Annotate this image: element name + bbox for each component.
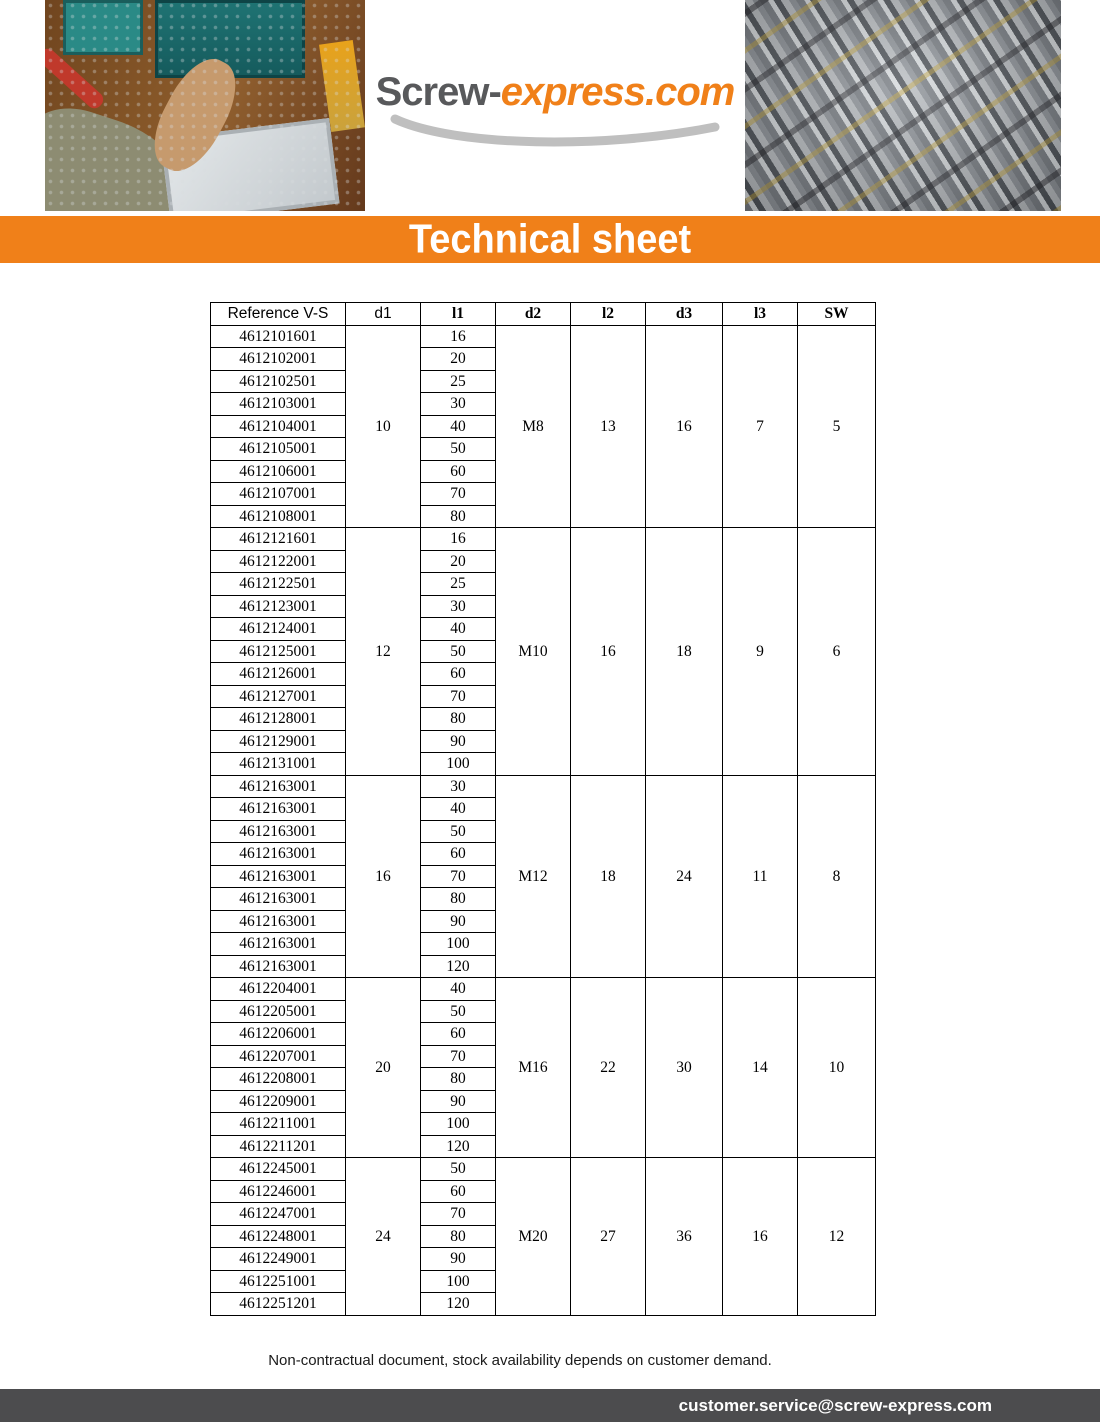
l1-cell: 50 (421, 1158, 496, 1181)
customer-service-email: customer.service@screw-express.com (678, 1396, 992, 1415)
header-d2: d2 (496, 303, 571, 326)
l1-cell: 80 (421, 1068, 496, 1091)
l1-cell: 40 (421, 798, 496, 821)
l2-cell: 18 (571, 775, 646, 978)
reference-cell: 4612126001 (211, 663, 346, 686)
l1-cell: 50 (421, 820, 496, 843)
l1-cell: 20 (421, 348, 496, 371)
l3-cell: 9 (723, 528, 798, 776)
reference-cell: 4612251201 (211, 1293, 346, 1316)
reference-cell: 4612248001 (211, 1225, 346, 1248)
l1-cell: 50 (421, 1000, 496, 1023)
table-row (211, 528, 876, 551)
l1-cell: 100 (421, 1113, 496, 1136)
l3-cell: 16 (723, 1158, 798, 1316)
l1-cell: 60 (421, 1180, 496, 1203)
d2-cell: M12 (496, 775, 571, 978)
reference-cell: 4612122001 (211, 550, 346, 573)
l1-cell: 120 (421, 1293, 496, 1316)
reference-cell: 4612245001 (211, 1158, 346, 1181)
d1-cell: 12 (346, 528, 421, 776)
l1-cell: 90 (421, 730, 496, 753)
reference-cell: 4612121601 (211, 528, 346, 551)
l1-cell: 16 (421, 325, 496, 348)
reference-cell: 4612211201 (211, 1135, 346, 1158)
l1-cell: 100 (421, 1270, 496, 1293)
l1-cell: 16 (421, 528, 496, 551)
d1-cell: 24 (346, 1158, 421, 1316)
reference-cell: 4612125001 (211, 640, 346, 663)
l1-cell: 30 (421, 775, 496, 798)
l1-cell: 60 (421, 460, 496, 483)
l2-cell: 22 (571, 978, 646, 1158)
reference-cell: 4612211001 (211, 1113, 346, 1136)
sw-cell: 8 (798, 775, 876, 978)
reference-cell: 4612163001 (211, 910, 346, 933)
header-d1: d1 (346, 303, 421, 326)
l1-cell: 90 (421, 1090, 496, 1113)
d2-cell: M10 (496, 528, 571, 776)
sw-cell: 5 (798, 325, 876, 528)
d1-cell: 10 (346, 325, 421, 528)
l1-cell: 70 (421, 865, 496, 888)
logo (365, 0, 745, 211)
d3-cell: 18 (646, 528, 723, 776)
reference-cell: 4612249001 (211, 1248, 346, 1271)
title-banner (0, 216, 1100, 263)
header-reference: Reference V-S (211, 303, 346, 326)
l1-cell: 70 (421, 1045, 496, 1068)
reference-cell: 4612204001 (211, 978, 346, 1001)
l2-cell: 13 (571, 325, 646, 528)
l1-cell: 70 (421, 685, 496, 708)
l1-cell: 50 (421, 640, 496, 663)
footer-bar (0, 1389, 1100, 1422)
l1-cell: 40 (421, 415, 496, 438)
reference-cell: 4612129001 (211, 730, 346, 753)
l1-cell: 30 (421, 595, 496, 618)
l1-cell: 80 (421, 1225, 496, 1248)
l1-cell: 40 (421, 978, 496, 1001)
reference-cell: 4612247001 (211, 1203, 346, 1226)
l2-cell: 27 (571, 1158, 646, 1316)
photo-decoration (45, 45, 106, 111)
reference-cell: 4612207001 (211, 1045, 346, 1068)
l1-cell: 60 (421, 663, 496, 686)
d3-cell: 24 (646, 775, 723, 978)
logo-text-orange: express.com (500, 70, 735, 114)
l1-cell: 50 (421, 438, 496, 461)
reference-cell: 4612107001 (211, 483, 346, 506)
reference-cell: 4612103001 (211, 393, 346, 416)
l1-cell: 30 (421, 393, 496, 416)
l1-cell: 90 (421, 910, 496, 933)
l1-cell: 80 (421, 888, 496, 911)
l1-cell: 60 (421, 843, 496, 866)
page-title: Technical sheet (408, 216, 692, 262)
d2-cell: M20 (496, 1158, 571, 1316)
reference-cell: 4612108001 (211, 505, 346, 528)
sw-cell: 12 (798, 1158, 876, 1316)
d1-cell: 20 (346, 978, 421, 1158)
reference-cell: 4612127001 (211, 685, 346, 708)
reference-cell: 4612163001 (211, 775, 346, 798)
l1-cell: 80 (421, 505, 496, 528)
d3-cell: 30 (646, 978, 723, 1158)
reference-cell: 4612163001 (211, 888, 346, 911)
reference-cell: 4612104001 (211, 415, 346, 438)
reference-cell: 4612102501 (211, 370, 346, 393)
reference-cell: 4612124001 (211, 618, 346, 641)
table-container (210, 302, 876, 1316)
table-row (211, 1158, 876, 1181)
header-l3: l3 (723, 303, 798, 326)
l1-cell: 25 (421, 370, 496, 393)
reference-cell: 4612163001 (211, 865, 346, 888)
d3-cell: 36 (646, 1158, 723, 1316)
reference-cell: 4612101601 (211, 325, 346, 348)
d3-cell: 16 (646, 325, 723, 528)
photo-decoration (160, 118, 339, 211)
table-row (211, 775, 876, 798)
d1-cell: 16 (346, 775, 421, 978)
spec-table (210, 302, 876, 1316)
reference-cell: 4612205001 (211, 1000, 346, 1023)
reference-cell: 4612209001 (211, 1090, 346, 1113)
logo-text (376, 70, 735, 115)
reference-cell: 4612102001 (211, 348, 346, 371)
reference-cell: 4612122501 (211, 573, 346, 596)
l1-cell: 100 (421, 753, 496, 776)
workbench-photo (45, 0, 365, 211)
reference-cell: 4612128001 (211, 708, 346, 731)
reference-cell: 4612246001 (211, 1180, 346, 1203)
reference-cell: 4612163001 (211, 933, 346, 956)
l3-cell: 14 (723, 978, 798, 1158)
photo-decoration (45, 95, 211, 211)
table-row (211, 978, 876, 1001)
header-l1: l1 (421, 303, 496, 326)
d2-cell: M8 (496, 325, 571, 528)
reference-cell: 4612105001 (211, 438, 346, 461)
reference-cell: 4612251001 (211, 1270, 346, 1293)
table-header-row (211, 303, 876, 326)
logo-swoosh-icon (385, 113, 725, 147)
l3-cell: 7 (723, 325, 798, 528)
sw-cell: 6 (798, 528, 876, 776)
reference-cell: 4612208001 (211, 1068, 346, 1091)
reference-cell: 4612123001 (211, 595, 346, 618)
l1-cell: 60 (421, 1023, 496, 1046)
l1-cell: 80 (421, 708, 496, 731)
l1-cell: 100 (421, 933, 496, 956)
table-row (211, 325, 876, 348)
reference-cell: 4612163001 (211, 820, 346, 843)
l1-cell: 70 (421, 483, 496, 506)
l1-cell: 90 (421, 1248, 496, 1271)
l3-cell: 11 (723, 775, 798, 978)
header-d3: d3 (646, 303, 723, 326)
disclaimer-note: Non-contractual document, stock availability depends on customer demand. (268, 1352, 772, 1369)
l1-cell: 40 (421, 618, 496, 641)
reference-cell: 4612163001 (211, 798, 346, 821)
l1-cell: 25 (421, 573, 496, 596)
header-sw: SW (798, 303, 876, 326)
d2-cell: M16 (496, 978, 571, 1158)
reference-cell: 4612106001 (211, 460, 346, 483)
l2-cell: 16 (571, 528, 646, 776)
photo-decoration (319, 40, 365, 132)
reference-cell: 4612163001 (211, 843, 346, 866)
l1-cell: 120 (421, 1135, 496, 1158)
photo-decoration (140, 48, 249, 182)
reference-cell: 4612163001 (211, 955, 346, 978)
reference-cell: 4612206001 (211, 1023, 346, 1046)
header-l2: l2 (571, 303, 646, 326)
reference-cell: 4612131001 (211, 753, 346, 776)
l1-cell: 70 (421, 1203, 496, 1226)
logo-text-dark: Screw- (375, 70, 501, 114)
screws-photo (745, 0, 1061, 211)
sw-cell: 10 (798, 978, 876, 1158)
l1-cell: 20 (421, 550, 496, 573)
photo-decoration (63, 0, 143, 55)
l1-cell: 120 (421, 955, 496, 978)
photo-decoration (155, 0, 305, 78)
